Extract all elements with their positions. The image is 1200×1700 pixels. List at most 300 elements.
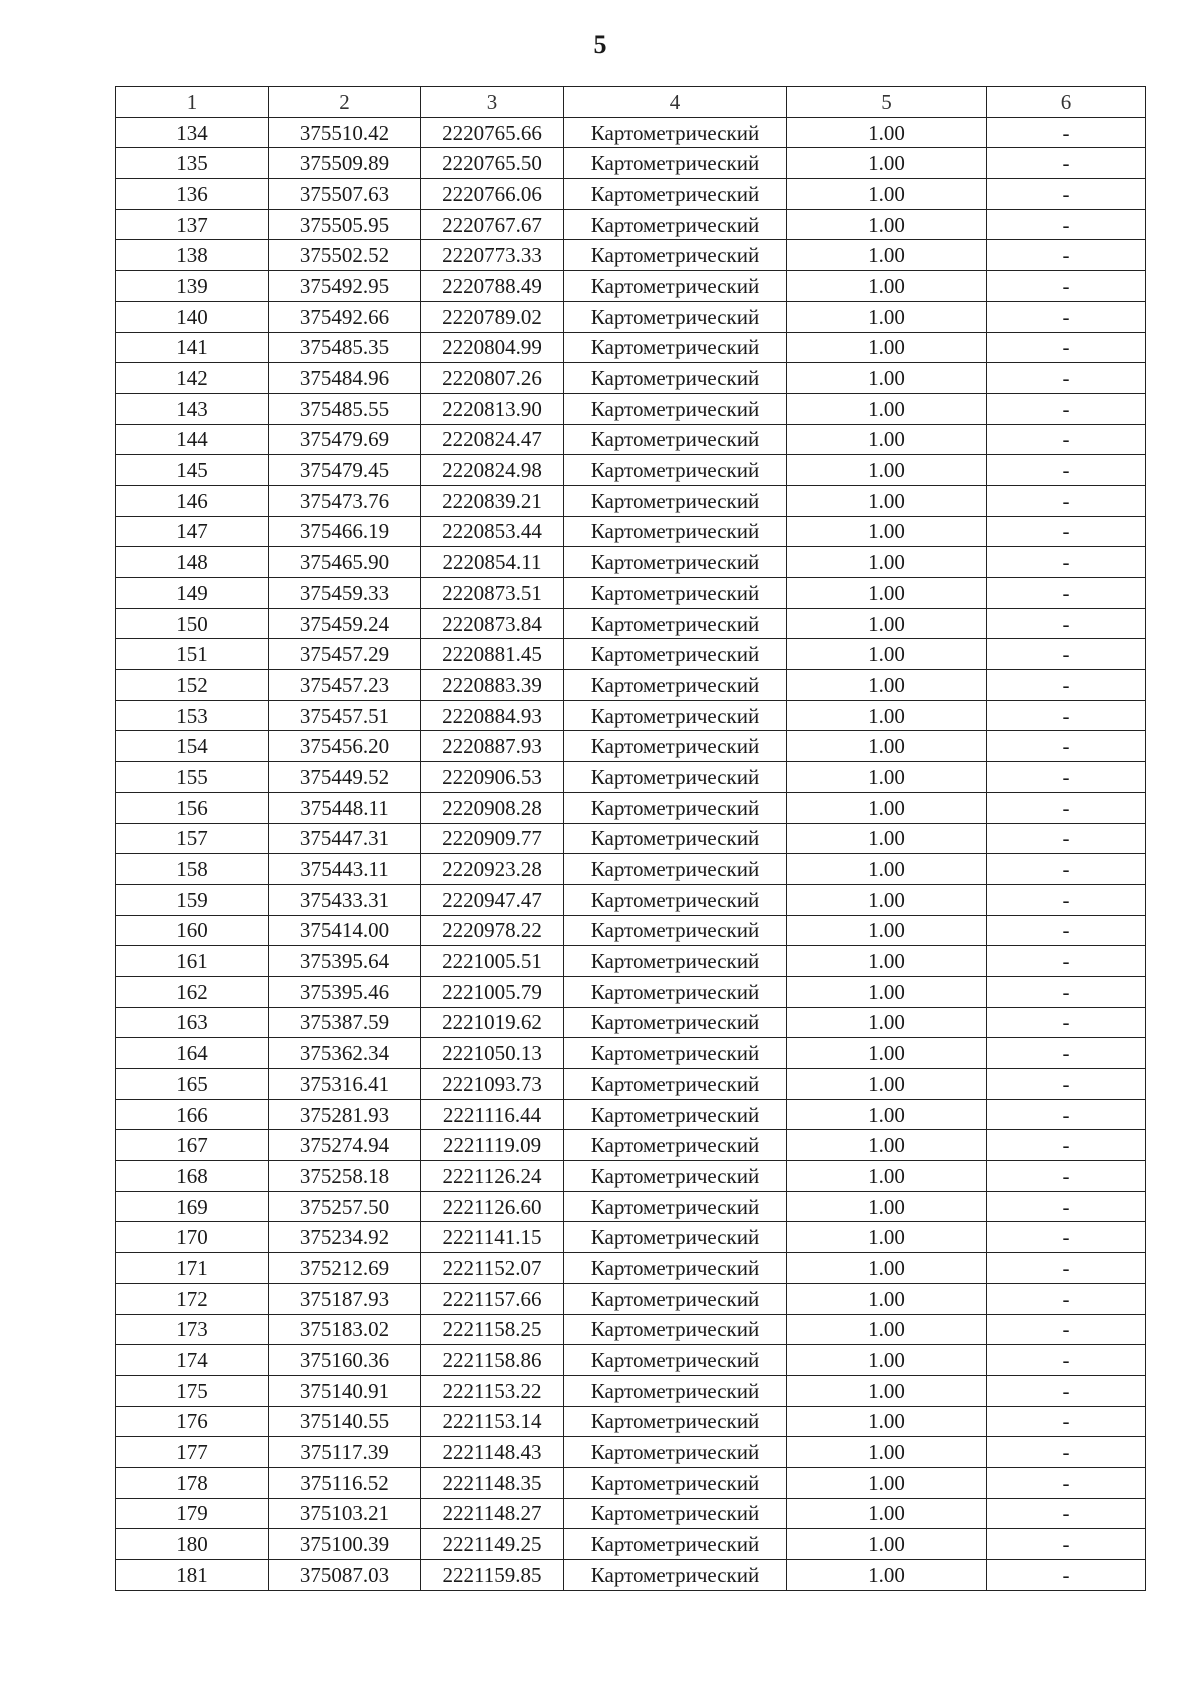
x-coordinate-cell: 375447.31 — [269, 823, 421, 854]
method-cell: Картометрический — [564, 332, 787, 363]
x-coordinate-cell: 375212.69 — [269, 1253, 421, 1284]
accuracy-cell: 1.00 — [787, 670, 987, 701]
point-number-cell: 144 — [116, 424, 269, 455]
method-cell: Картометрический — [564, 148, 787, 179]
description-cell: - — [987, 639, 1146, 670]
point-number-cell: 161 — [116, 946, 269, 977]
column-header-3: 3 — [421, 87, 564, 118]
x-coordinate-cell: 375505.95 — [269, 209, 421, 240]
point-number-cell: 177 — [116, 1437, 269, 1468]
description-cell: - — [987, 1007, 1146, 1038]
method-cell: Картометрический — [564, 1498, 787, 1529]
table-row — [116, 1560, 1146, 1591]
x-coordinate-cell: 375433.31 — [269, 884, 421, 915]
point-number-cell: 169 — [116, 1191, 269, 1222]
y-coordinate-cell: 2220839.21 — [421, 485, 564, 516]
description-cell: - — [987, 271, 1146, 302]
y-coordinate-cell: 2220804.99 — [421, 332, 564, 363]
accuracy-cell: 1.00 — [787, 393, 987, 424]
x-coordinate-cell: 375485.35 — [269, 332, 421, 363]
y-coordinate-cell: 2220923.28 — [421, 854, 564, 885]
method-cell: Картометрический — [564, 823, 787, 854]
page-number: 5 — [593, 30, 607, 59]
table-row — [116, 301, 1146, 332]
table-row — [116, 1038, 1146, 1069]
accuracy-cell: 1.00 — [787, 1191, 987, 1222]
method-cell: Картометрический — [564, 1253, 787, 1284]
description-cell: - — [987, 1467, 1146, 1498]
accuracy-cell: 1.00 — [787, 1069, 987, 1100]
description-cell: - — [987, 1191, 1146, 1222]
point-number-cell: 140 — [116, 301, 269, 332]
y-coordinate-cell: 2221126.60 — [421, 1191, 564, 1222]
method-cell: Картометрический — [564, 424, 787, 455]
x-coordinate-cell: 375443.11 — [269, 854, 421, 885]
x-coordinate-cell: 375457.23 — [269, 670, 421, 701]
accuracy-cell: 1.00 — [787, 332, 987, 363]
description-cell: - — [987, 485, 1146, 516]
table-row — [116, 639, 1146, 670]
y-coordinate-cell: 2221158.25 — [421, 1314, 564, 1345]
y-coordinate-cell: 2220767.67 — [421, 209, 564, 240]
x-coordinate-cell: 375492.95 — [269, 271, 421, 302]
description-cell: - — [987, 578, 1146, 609]
y-coordinate-cell: 2220773.33 — [421, 240, 564, 271]
table-row — [116, 976, 1146, 1007]
table-row — [116, 332, 1146, 363]
description-cell: - — [987, 117, 1146, 148]
x-coordinate-cell: 375183.02 — [269, 1314, 421, 1345]
x-coordinate-cell: 375395.46 — [269, 976, 421, 1007]
x-coordinate-cell: 375466.19 — [269, 516, 421, 547]
point-number-cell: 157 — [116, 823, 269, 854]
table-row — [116, 1345, 1146, 1376]
description-cell: - — [987, 209, 1146, 240]
table-row — [116, 762, 1146, 793]
method-cell: Картометрический — [564, 1314, 787, 1345]
method-cell: Картометрический — [564, 117, 787, 148]
point-number-cell: 143 — [116, 393, 269, 424]
description-cell: - — [987, 884, 1146, 915]
table-row — [116, 271, 1146, 302]
y-coordinate-cell: 2221158.86 — [421, 1345, 564, 1376]
description-cell: - — [987, 148, 1146, 179]
point-number-cell: 141 — [116, 332, 269, 363]
x-coordinate-cell: 375484.96 — [269, 363, 421, 394]
accuracy-cell: 1.00 — [787, 1345, 987, 1376]
table-row — [116, 915, 1146, 946]
table-row — [116, 1161, 1146, 1192]
description-cell: - — [987, 516, 1146, 547]
coordinates-table — [115, 86, 1146, 1591]
accuracy-cell: 1.00 — [787, 578, 987, 609]
table-row — [116, 1314, 1146, 1345]
method-cell: Картометрический — [564, 1345, 787, 1376]
table-row — [116, 578, 1146, 609]
method-cell: Картометрический — [564, 854, 787, 885]
table-row — [116, 946, 1146, 977]
method-cell: Картометрический — [564, 670, 787, 701]
x-coordinate-cell: 375459.33 — [269, 578, 421, 609]
description-cell: - — [987, 1099, 1146, 1130]
method-cell: Картометрический — [564, 1406, 787, 1437]
method-cell: Картометрический — [564, 516, 787, 547]
y-coordinate-cell: 2221148.43 — [421, 1437, 564, 1468]
y-coordinate-cell: 2220766.06 — [421, 179, 564, 210]
accuracy-cell: 1.00 — [787, 455, 987, 486]
description-cell: - — [987, 1529, 1146, 1560]
x-coordinate-cell: 375187.93 — [269, 1283, 421, 1314]
accuracy-cell: 1.00 — [787, 1467, 987, 1498]
table-row — [116, 117, 1146, 148]
table-row — [116, 209, 1146, 240]
method-cell: Картометрический — [564, 1161, 787, 1192]
accuracy-cell: 1.00 — [787, 179, 987, 210]
x-coordinate-cell: 375449.52 — [269, 762, 421, 793]
y-coordinate-cell: 2220824.47 — [421, 424, 564, 455]
method-cell: Картометрический — [564, 700, 787, 731]
table-row — [116, 884, 1146, 915]
method-cell: Картометрический — [564, 762, 787, 793]
table-row — [116, 1283, 1146, 1314]
description-cell: - — [987, 700, 1146, 731]
accuracy-cell: 1.00 — [787, 731, 987, 762]
method-cell: Картометрический — [564, 455, 787, 486]
x-coordinate-cell: 375116.52 — [269, 1467, 421, 1498]
method-cell: Картометрический — [564, 976, 787, 1007]
method-cell: Картометрический — [564, 1529, 787, 1560]
method-cell: Картометрический — [564, 209, 787, 240]
method-cell: Картометрический — [564, 1038, 787, 1069]
point-number-cell: 158 — [116, 854, 269, 885]
y-coordinate-cell: 2221116.44 — [421, 1099, 564, 1130]
description-cell: - — [987, 179, 1146, 210]
y-coordinate-cell: 2220883.39 — [421, 670, 564, 701]
method-cell: Картометрический — [564, 792, 787, 823]
table-row — [116, 1375, 1146, 1406]
x-coordinate-cell: 375509.89 — [269, 148, 421, 179]
y-coordinate-cell: 2221119.09 — [421, 1130, 564, 1161]
point-number-cell: 174 — [116, 1345, 269, 1376]
x-coordinate-cell: 375100.39 — [269, 1529, 421, 1560]
x-coordinate-cell: 375117.39 — [269, 1437, 421, 1468]
table-row — [116, 148, 1146, 179]
accuracy-cell: 1.00 — [787, 1529, 987, 1560]
x-coordinate-cell: 375316.41 — [269, 1069, 421, 1100]
x-coordinate-cell: 375140.91 — [269, 1375, 421, 1406]
x-coordinate-cell: 375414.00 — [269, 915, 421, 946]
method-cell: Картометрический — [564, 1069, 787, 1100]
accuracy-cell: 1.00 — [787, 271, 987, 302]
accuracy-cell: 1.00 — [787, 1283, 987, 1314]
point-number-cell: 150 — [116, 608, 269, 639]
description-cell: - — [987, 1130, 1146, 1161]
point-number-cell: 179 — [116, 1498, 269, 1529]
point-number-cell: 155 — [116, 762, 269, 793]
method-cell: Картометрический — [564, 240, 787, 271]
method-cell: Картометрический — [564, 1560, 787, 1591]
description-cell: - — [987, 1345, 1146, 1376]
method-cell: Картометрический — [564, 1467, 787, 1498]
x-coordinate-cell: 375457.29 — [269, 639, 421, 670]
method-cell: Картометрический — [564, 485, 787, 516]
x-coordinate-cell: 375140.55 — [269, 1406, 421, 1437]
y-coordinate-cell: 2221148.27 — [421, 1498, 564, 1529]
y-coordinate-cell: 2221148.35 — [421, 1467, 564, 1498]
x-coordinate-cell: 375492.66 — [269, 301, 421, 332]
table-row — [116, 393, 1146, 424]
description-cell: - — [987, 731, 1146, 762]
accuracy-cell: 1.00 — [787, 792, 987, 823]
x-coordinate-cell: 375479.45 — [269, 455, 421, 486]
accuracy-cell: 1.00 — [787, 1406, 987, 1437]
table-row — [116, 179, 1146, 210]
accuracy-cell: 1.00 — [787, 700, 987, 731]
y-coordinate-cell: 2220881.45 — [421, 639, 564, 670]
accuracy-cell: 1.00 — [787, 240, 987, 271]
x-coordinate-cell: 375502.52 — [269, 240, 421, 271]
x-coordinate-cell: 375387.59 — [269, 1007, 421, 1038]
description-cell: - — [987, 332, 1146, 363]
table-row — [116, 700, 1146, 731]
point-number-cell: 142 — [116, 363, 269, 394]
x-coordinate-cell: 375456.20 — [269, 731, 421, 762]
y-coordinate-cell: 2220884.93 — [421, 700, 564, 731]
accuracy-cell: 1.00 — [787, 915, 987, 946]
y-coordinate-cell: 2220807.26 — [421, 363, 564, 394]
x-coordinate-cell: 375510.42 — [269, 117, 421, 148]
table-row — [116, 1069, 1146, 1100]
y-coordinate-cell: 2220909.77 — [421, 823, 564, 854]
method-cell: Картометрический — [564, 884, 787, 915]
x-coordinate-cell: 375087.03 — [269, 1560, 421, 1591]
y-coordinate-cell: 2220824.98 — [421, 455, 564, 486]
method-cell: Картометрический — [564, 301, 787, 332]
y-coordinate-cell: 2220813.90 — [421, 393, 564, 424]
point-number-cell: 138 — [116, 240, 269, 271]
x-coordinate-cell: 375448.11 — [269, 792, 421, 823]
column-header-2: 2 — [269, 87, 421, 118]
x-coordinate-cell: 375465.90 — [269, 547, 421, 578]
table-row — [116, 1529, 1146, 1560]
point-number-cell: 149 — [116, 578, 269, 609]
accuracy-cell: 1.00 — [787, 148, 987, 179]
description-cell: - — [987, 1161, 1146, 1192]
accuracy-cell: 1.00 — [787, 1375, 987, 1406]
point-number-cell: 170 — [116, 1222, 269, 1253]
description-cell: - — [987, 1253, 1146, 1284]
table-row — [116, 1222, 1146, 1253]
point-number-cell: 139 — [116, 271, 269, 302]
y-coordinate-cell: 2221093.73 — [421, 1069, 564, 1100]
column-header-1: 1 — [116, 87, 269, 118]
table-row — [116, 424, 1146, 455]
table-row — [116, 1467, 1146, 1498]
y-coordinate-cell: 2221050.13 — [421, 1038, 564, 1069]
point-number-cell: 176 — [116, 1406, 269, 1437]
description-cell: - — [987, 915, 1146, 946]
point-number-cell: 172 — [116, 1283, 269, 1314]
description-cell: - — [987, 1498, 1146, 1529]
description-cell: - — [987, 1314, 1146, 1345]
point-number-cell: 148 — [116, 547, 269, 578]
accuracy-cell: 1.00 — [787, 117, 987, 148]
accuracy-cell: 1.00 — [787, 424, 987, 455]
point-number-cell: 156 — [116, 792, 269, 823]
x-coordinate-cell: 375507.63 — [269, 179, 421, 210]
table-body — [116, 117, 1146, 1590]
table-row — [116, 455, 1146, 486]
accuracy-cell: 1.00 — [787, 639, 987, 670]
accuracy-cell: 1.00 — [787, 363, 987, 394]
accuracy-cell: 1.00 — [787, 1437, 987, 1468]
description-cell: - — [987, 854, 1146, 885]
point-number-cell: 135 — [116, 148, 269, 179]
method-cell: Картометрический — [564, 1130, 787, 1161]
x-coordinate-cell: 375473.76 — [269, 485, 421, 516]
accuracy-cell: 1.00 — [787, 1314, 987, 1345]
table-row — [116, 1498, 1146, 1529]
point-number-cell: 134 — [116, 117, 269, 148]
point-number-cell: 180 — [116, 1529, 269, 1560]
description-cell: - — [987, 1560, 1146, 1591]
point-number-cell: 175 — [116, 1375, 269, 1406]
accuracy-cell: 1.00 — [787, 547, 987, 578]
accuracy-cell: 1.00 — [787, 762, 987, 793]
point-number-cell: 160 — [116, 915, 269, 946]
point-number-cell: 181 — [116, 1560, 269, 1591]
method-cell: Картометрический — [564, 393, 787, 424]
y-coordinate-cell: 2221005.51 — [421, 946, 564, 977]
description-cell: - — [987, 240, 1146, 271]
x-coordinate-cell: 375395.64 — [269, 946, 421, 977]
y-coordinate-cell: 2220887.93 — [421, 731, 564, 762]
table-row — [116, 1007, 1146, 1038]
x-coordinate-cell: 375457.51 — [269, 700, 421, 731]
y-coordinate-cell: 2220978.22 — [421, 915, 564, 946]
method-cell: Картометрический — [564, 608, 787, 639]
accuracy-cell: 1.00 — [787, 884, 987, 915]
accuracy-cell: 1.00 — [787, 1560, 987, 1591]
table-row — [116, 608, 1146, 639]
description-cell: - — [987, 792, 1146, 823]
point-number-cell: 173 — [116, 1314, 269, 1345]
table-row — [116, 1191, 1146, 1222]
column-header-4: 4 — [564, 87, 787, 118]
table-row — [116, 1437, 1146, 1468]
description-cell: - — [987, 547, 1146, 578]
accuracy-cell: 1.00 — [787, 516, 987, 547]
point-number-cell: 153 — [116, 700, 269, 731]
description-cell: - — [987, 670, 1146, 701]
y-coordinate-cell: 2220873.51 — [421, 578, 564, 609]
point-number-cell: 162 — [116, 976, 269, 1007]
column-header-6: 6 — [987, 87, 1146, 118]
y-coordinate-cell: 2220853.44 — [421, 516, 564, 547]
table-row — [116, 1130, 1146, 1161]
method-cell: Картометрический — [564, 547, 787, 578]
method-cell: Картометрический — [564, 179, 787, 210]
table-header-row — [116, 87, 1146, 118]
y-coordinate-cell: 2220947.47 — [421, 884, 564, 915]
table-row — [116, 485, 1146, 516]
point-number-cell: 152 — [116, 670, 269, 701]
point-number-cell: 136 — [116, 179, 269, 210]
y-coordinate-cell: 2220873.84 — [421, 608, 564, 639]
method-cell: Картометрический — [564, 639, 787, 670]
table-row — [116, 670, 1146, 701]
description-cell: - — [987, 1406, 1146, 1437]
accuracy-cell: 1.00 — [787, 485, 987, 516]
accuracy-cell: 1.00 — [787, 1498, 987, 1529]
description-cell: - — [987, 946, 1146, 977]
point-number-cell: 165 — [116, 1069, 269, 1100]
accuracy-cell: 1.00 — [787, 209, 987, 240]
y-coordinate-cell: 2221159.85 — [421, 1560, 564, 1591]
point-number-cell: 167 — [116, 1130, 269, 1161]
y-coordinate-cell: 2221126.24 — [421, 1161, 564, 1192]
y-coordinate-cell: 2220765.50 — [421, 148, 564, 179]
table-row — [116, 363, 1146, 394]
method-cell: Картометрический — [564, 363, 787, 394]
accuracy-cell: 1.00 — [787, 946, 987, 977]
description-cell: - — [987, 1222, 1146, 1253]
accuracy-cell: 1.00 — [787, 1161, 987, 1192]
x-coordinate-cell: 375103.21 — [269, 1498, 421, 1529]
accuracy-cell: 1.00 — [787, 1099, 987, 1130]
x-coordinate-cell: 375274.94 — [269, 1130, 421, 1161]
y-coordinate-cell: 2221141.15 — [421, 1222, 564, 1253]
x-coordinate-cell: 375258.18 — [269, 1161, 421, 1192]
table-row — [116, 792, 1146, 823]
y-coordinate-cell: 2221005.79 — [421, 976, 564, 1007]
description-cell: - — [987, 393, 1146, 424]
description-cell: - — [987, 1283, 1146, 1314]
accuracy-cell: 1.00 — [787, 1007, 987, 1038]
table-row — [116, 854, 1146, 885]
method-cell: Картометрический — [564, 1375, 787, 1406]
description-cell: - — [987, 424, 1146, 455]
point-number-cell: 164 — [116, 1038, 269, 1069]
method-cell: Картометрический — [564, 1099, 787, 1130]
point-number-cell: 166 — [116, 1099, 269, 1130]
table-row — [116, 731, 1146, 762]
description-cell: - — [987, 1038, 1146, 1069]
point-number-cell: 178 — [116, 1467, 269, 1498]
y-coordinate-cell: 2221019.62 — [421, 1007, 564, 1038]
y-coordinate-cell: 2220854.11 — [421, 547, 564, 578]
description-cell: - — [987, 363, 1146, 394]
method-cell: Картометрический — [564, 731, 787, 762]
point-number-cell: 147 — [116, 516, 269, 547]
method-cell: Картометрический — [564, 1437, 787, 1468]
method-cell: Картометрический — [564, 1007, 787, 1038]
x-coordinate-cell: 375479.69 — [269, 424, 421, 455]
y-coordinate-cell: 2221153.14 — [421, 1406, 564, 1437]
table-row — [116, 1099, 1146, 1130]
table-row — [116, 1253, 1146, 1284]
method-cell: Картометрический — [564, 1283, 787, 1314]
method-cell: Картометрический — [564, 1222, 787, 1253]
description-cell: - — [987, 455, 1146, 486]
description-cell: - — [987, 1069, 1146, 1100]
accuracy-cell: 1.00 — [787, 1038, 987, 1069]
y-coordinate-cell: 2220906.53 — [421, 762, 564, 793]
description-cell: - — [987, 976, 1146, 1007]
description-cell: - — [987, 762, 1146, 793]
x-coordinate-cell: 375257.50 — [269, 1191, 421, 1222]
description-cell: - — [987, 608, 1146, 639]
